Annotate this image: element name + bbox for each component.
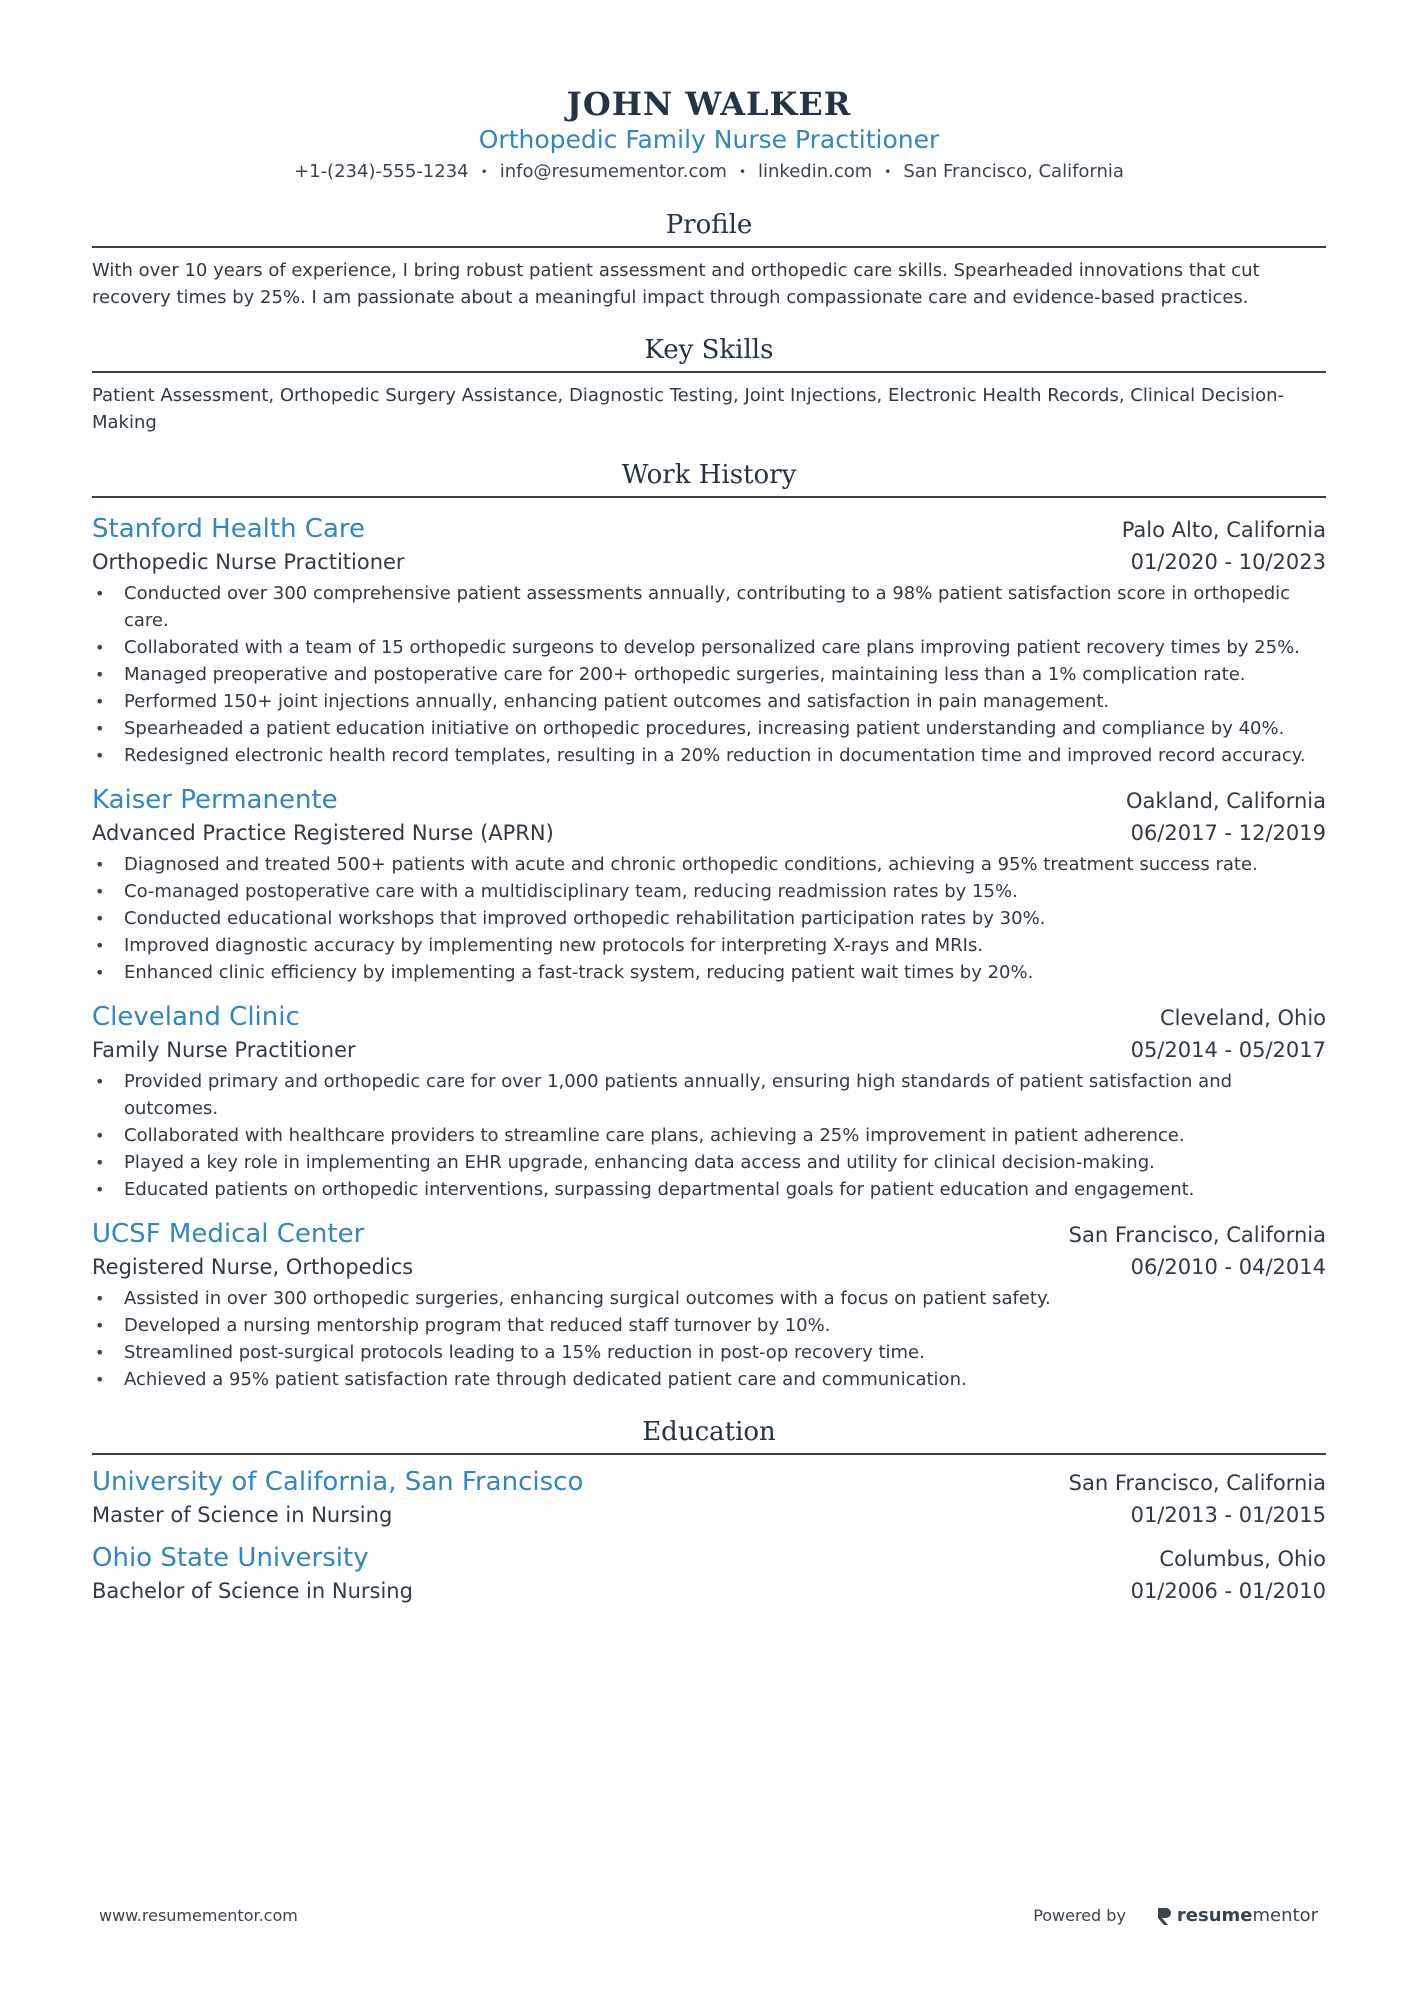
bullet-separator: •	[738, 165, 747, 179]
job-bullet: • Assisted in over 300 orthopedic surgeries, enhancing surgical outcomes with a focus on patient safety.	[92, 1285, 1326, 1312]
job-dates: 01/2020 - 10/2023	[1130, 550, 1326, 574]
education-section	[92, 1415, 1326, 1607]
employer-name: Stanford Health Care	[92, 514, 366, 544]
footer-website-link[interactable]: www.resumementor.com	[99, 1906, 298, 1925]
job-bullet: • Streamlined post-surgical protocols leading to a 15% reduction in post-op recovery time.	[92, 1339, 1326, 1366]
job-bullets	[92, 580, 1326, 769]
contact-phone: +1-(234)-555-1234	[294, 161, 469, 182]
job-bullet: • Improved diagnostic accuracy by implementing new protocols for interpreting X-rays and MRIs.	[92, 932, 1326, 959]
job-role: Advanced Practice Registered Nurse (APRN)	[92, 821, 554, 845]
job-bullets	[92, 851, 1326, 986]
school-location: San Francisco, California	[1068, 1471, 1326, 1495]
brand-bold-text: resume	[1176, 1905, 1253, 1926]
job-bullet: • Co-managed postoperative care with a multidisciplinary team, reducing readmission rates by 15%.	[92, 878, 1326, 905]
job-location: Oakland, California	[1126, 789, 1326, 813]
job-bullet: • Spearheaded a patient education initiative on orthopedic procedures, increasing patient understanding and compliance by 40%.	[92, 715, 1326, 742]
employer-name: Kaiser Permanente	[92, 785, 338, 815]
job-role: Orthopedic Nurse Practitioner	[92, 550, 405, 574]
profile-heading: Profile	[92, 208, 1326, 248]
job-bullet: • Developed a nursing mentorship program that reduced staff turnover by 10%.	[92, 1312, 1326, 1339]
profile-text: With over 10 years of experience, I bring robust patient assessment and orthopedic care skills. Spearheaded innovations that cut recovery times by 25%. I am passionate about a meaningful impact through compassionate care and evidence-based practices.	[92, 260, 1260, 308]
job-entry	[92, 1217, 1326, 1393]
job-role: Registered Nurse, Orthopedics	[92, 1255, 414, 1279]
bullet-separator: •	[884, 165, 892, 179]
resume-page	[92, 0, 1326, 1607]
degree-name: Master of Science in Nursing	[92, 1503, 393, 1527]
job-bullet: • Performed 150+ joint injections annually, enhancing patient outcomes and satisfaction in pain management.	[92, 688, 1326, 715]
page-footer	[99, 1905, 1318, 1926]
profile-section	[92, 208, 1326, 311]
job-bullet: • Collaborated with healthcare providers to streamline care plans, achieving a 25% improvement in patient adherence.	[92, 1122, 1326, 1149]
employer-name: UCSF Medical Center	[92, 1219, 365, 1249]
school-location: Columbus, Ohio	[1159, 1547, 1326, 1571]
resume-header	[92, 0, 1326, 186]
job-entry	[92, 512, 1326, 769]
job-bullet: • Conducted over 300 comprehensive patient assessments annually, contributing to a 98% patient satisfaction score in orthopedic care.	[92, 580, 1326, 634]
skills-heading: Key Skills	[92, 333, 1326, 373]
job-bullet: • Educated patients on orthopedic interventions, surpassing departmental goals for patient education and engagement.	[92, 1176, 1326, 1203]
job-entry	[92, 783, 1326, 986]
school-name: Ohio State University	[92, 1543, 369, 1573]
powered-by-label: Powered by	[1033, 1906, 1126, 1925]
job-location: San Francisco, California	[1068, 1223, 1326, 1247]
job-dates: 05/2014 - 05/2017	[1130, 1038, 1326, 1062]
school-name: University of California, San Francisco	[92, 1467, 584, 1497]
work-history-section	[92, 458, 1326, 1393]
job-entry	[92, 1000, 1326, 1203]
job-dates: 06/2017 - 12/2019	[1130, 821, 1326, 845]
education-heading: Education	[92, 1415, 1326, 1455]
job-bullet: • Achieved a 95% patient satisfaction rate through dedicated patient care and communication.	[92, 1366, 1326, 1393]
education-entry	[92, 1541, 1326, 1607]
job-bullets	[92, 1285, 1326, 1393]
degree-name: Bachelor of Science in Nursing	[92, 1579, 413, 1603]
contact-line	[92, 158, 1326, 186]
employer-name: Cleveland Clinic	[92, 1002, 300, 1032]
job-location: Cleveland, Ohio	[1160, 1006, 1326, 1030]
job-bullet: • Managed preoperative and postoperative care for 200+ orthopedic surgeries, maintaining less than a 1% complication rate.	[92, 661, 1326, 688]
job-location: Palo Alto, California	[1121, 518, 1326, 542]
resumementor-logo-icon	[1156, 1906, 1172, 1926]
candidate-name: JOHN WALKER	[566, 85, 852, 123]
education-dates: 01/2013 - 01/2015	[1130, 1503, 1326, 1527]
job-bullet: • Redesigned electronic health record templates, resulting in a 20% reduction in documentation time and improved record accuracy.	[92, 742, 1326, 769]
education-entry	[92, 1465, 1326, 1531]
candidate-title: Orthopedic Family Nurse Practitioner	[478, 125, 940, 154]
skills-section	[92, 333, 1326, 436]
job-bullets	[92, 1068, 1326, 1203]
contact-location: San Francisco, California	[903, 161, 1124, 182]
bullet-separator: •	[480, 165, 488, 179]
powered-by	[1033, 1905, 1318, 1926]
job-bullet: • Collaborated with a team of 15 orthopedic surgeons to develop personalized care plans improving patient recovery times by 25%.	[92, 634, 1326, 661]
contact-email[interactable]: info@resumementor.com	[499, 161, 727, 182]
job-bullet: • Enhanced clinic efficiency by implementing a fast-track system, reducing patient wait times by 20%.	[92, 959, 1326, 986]
job-role: Family Nurse Practitioner	[92, 1038, 356, 1062]
job-dates: 06/2010 - 04/2014	[1130, 1255, 1326, 1279]
job-bullet: • Diagnosed and treated 500+ patients with acute and chronic orthopedic conditions, achieving a 95% treatment success rate.	[92, 851, 1326, 878]
skills-text: Patient Assessment, Orthopedic Surgery Assistance, Diagnostic Testing, Joint Injections, Electronic Health Records, Clinical Decision-Making	[92, 385, 1285, 433]
education-dates: 01/2006 - 01/2010	[1130, 1579, 1326, 1603]
brand-light-text: mentor	[1252, 1905, 1318, 1926]
job-bullet: • Provided primary and orthopedic care for over 1,000 patients annually, ensuring high standards of patient satisfaction and outcomes.	[92, 1068, 1326, 1122]
work-history-heading: Work History	[92, 458, 1326, 498]
job-bullet: • Conducted educational workshops that improved orthopedic rehabilitation participation rates by 30%.	[92, 905, 1326, 932]
job-bullet: • Played a key role in implementing an EHR upgrade, enhancing data access and utility for clinical decision-making.	[92, 1149, 1326, 1176]
contact-linkedin[interactable]: linkedin.com	[758, 161, 873, 182]
resumementor-logo[interactable]	[1156, 1905, 1318, 1926]
